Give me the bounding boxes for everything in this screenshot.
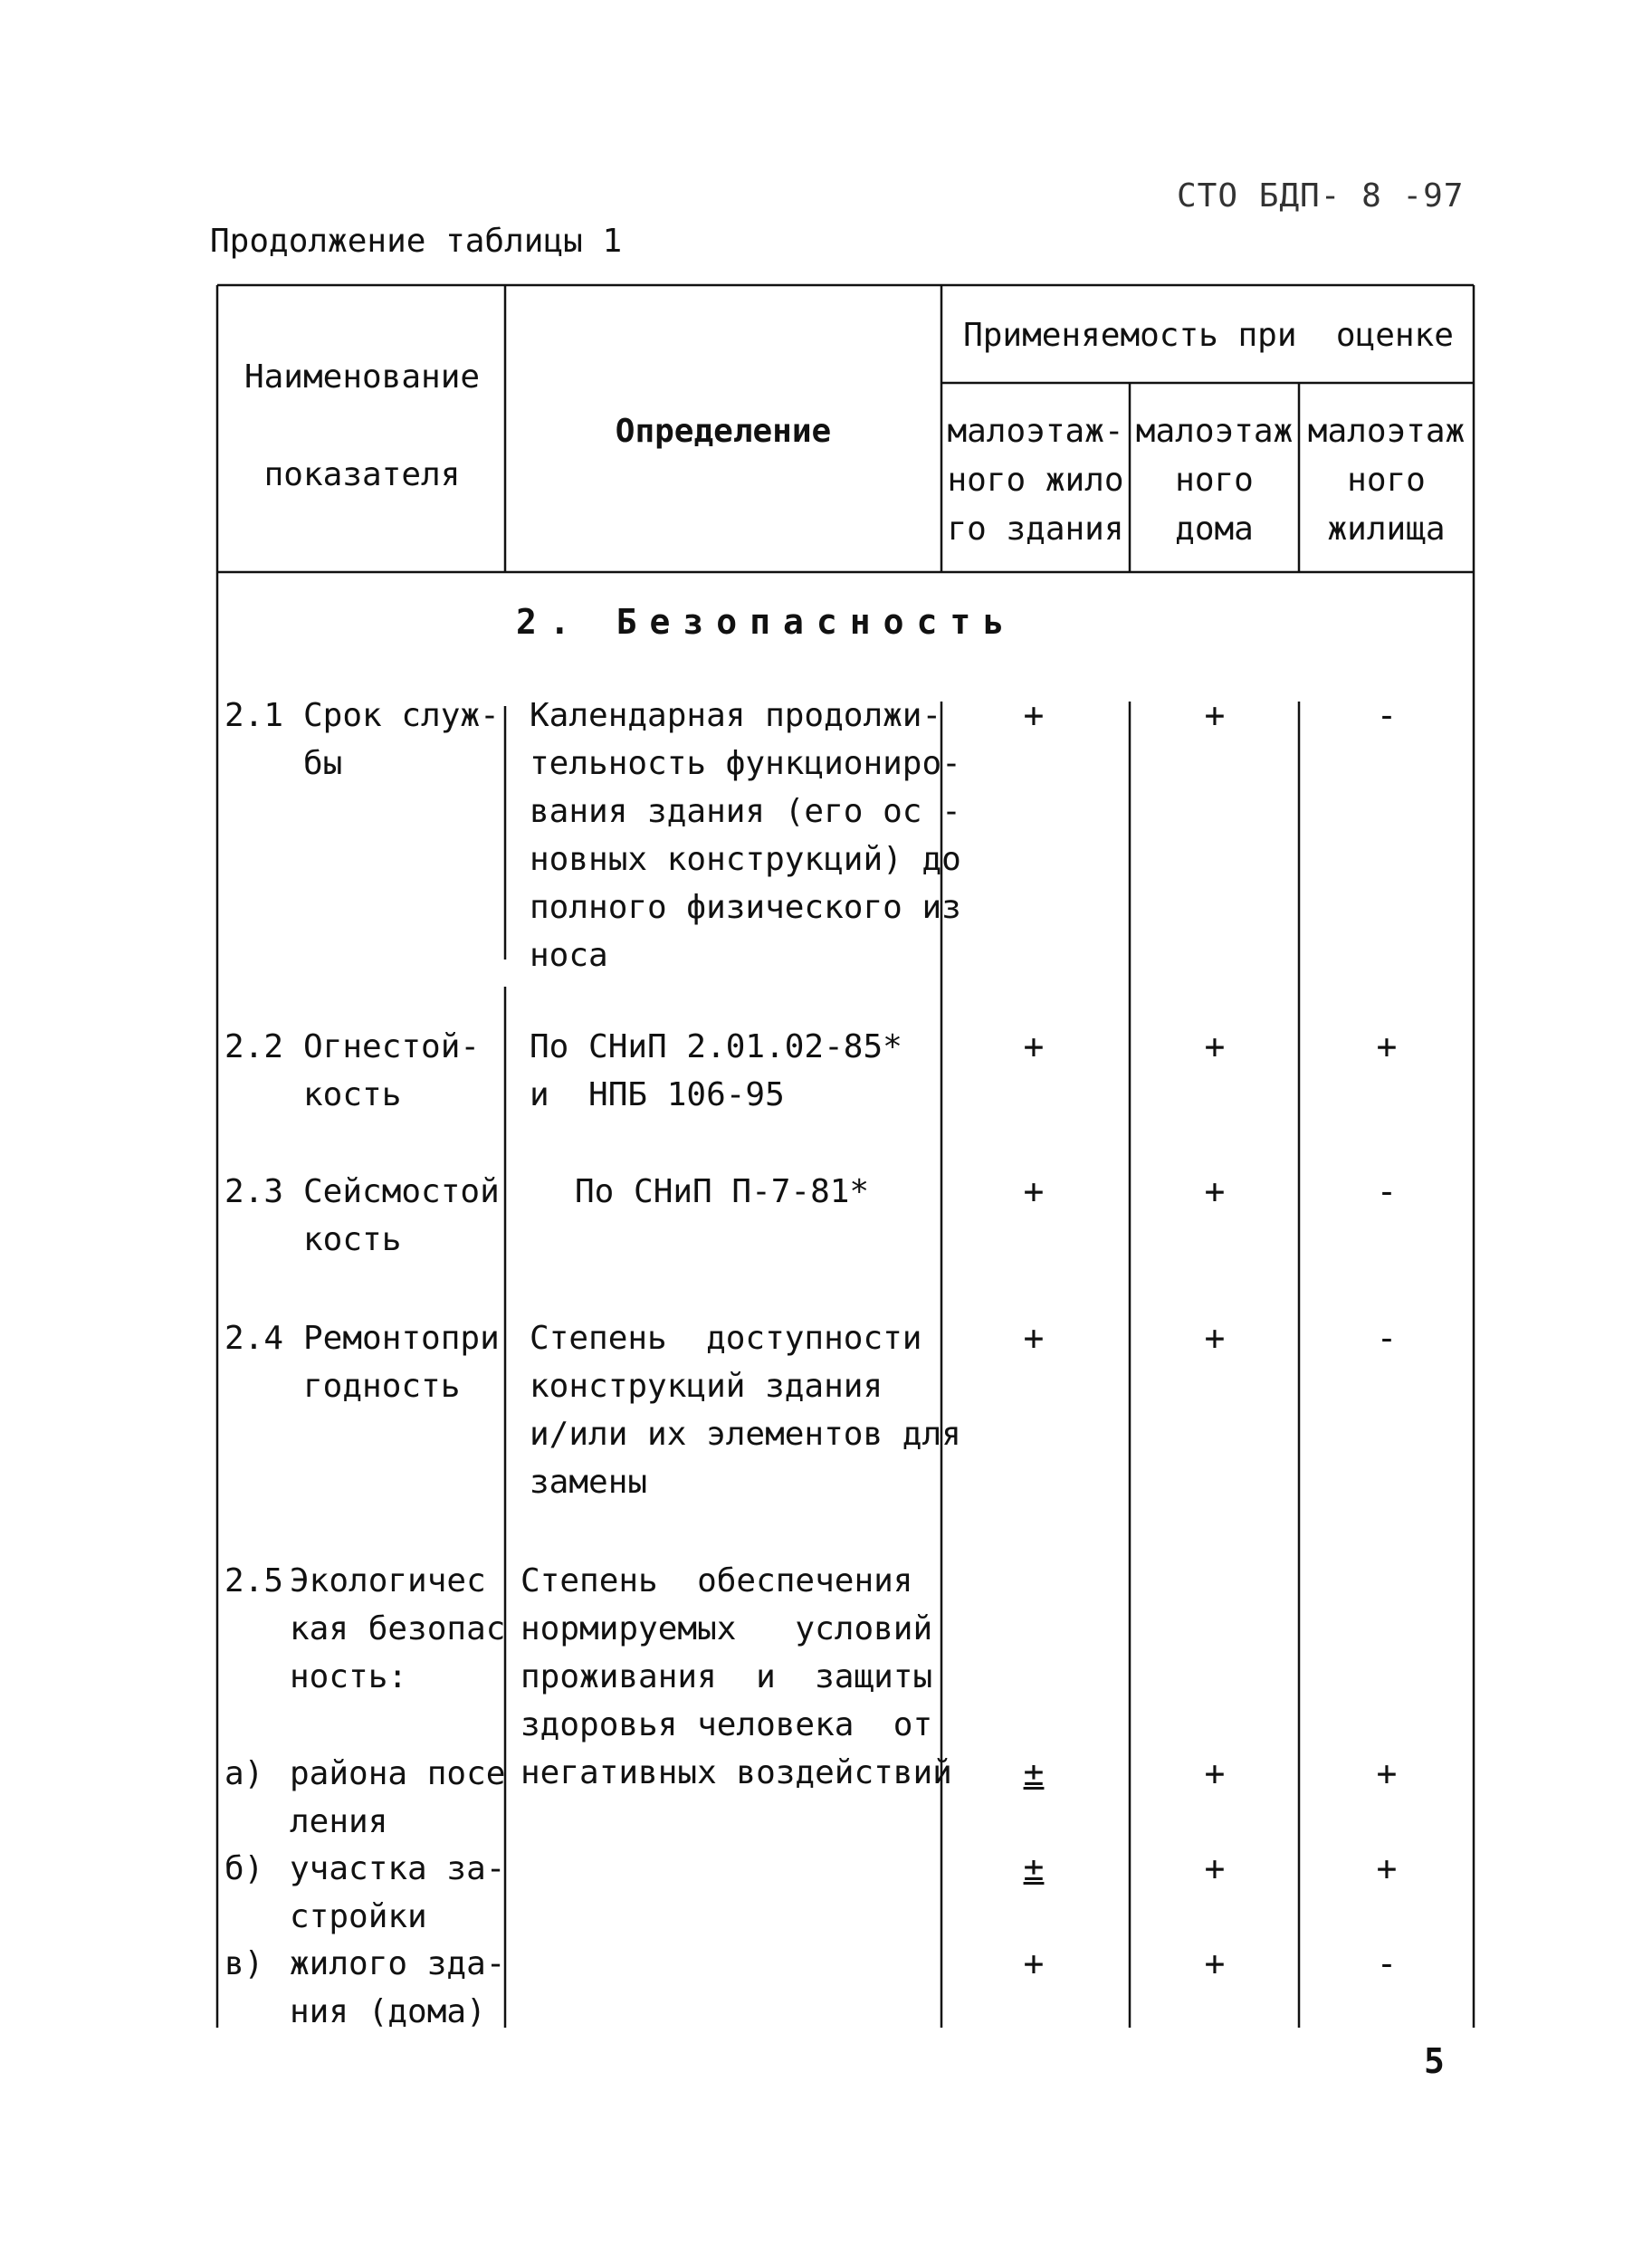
- row-name: Сейсмостой кость: [303, 1173, 500, 1258]
- row-name: Экологичес кая безопас ность:: [290, 1562, 506, 1695]
- row-definition: Календарная продолжи- тельность функциониро- вания здания (его ос - новных конструкций) до полного физического из носа: [530, 697, 961, 974]
- mark-house: +: [1204, 1318, 1226, 1358]
- mark-house: +: [1204, 1171, 1226, 1211]
- mark-dwelling: -: [1376, 695, 1398, 735]
- row-name: района посе ления: [290, 1755, 506, 1840]
- row-definition: Степень обеспечения нормируемых условий проживания и защиты здоровья человека от негативных воздействий: [520, 1562, 952, 1791]
- mark-house: +: [1204, 1026, 1226, 1066]
- row-definition: Степень доступности конструкций здания и/или их элементов для замены: [530, 1320, 961, 1501]
- row-name: участка за- стройки: [290, 1850, 506, 1935]
- mark-house: +: [1204, 1753, 1226, 1793]
- mark-house: +: [1204, 1848, 1226, 1888]
- row-number: б): [224, 1850, 264, 1887]
- mark-dwelling: +: [1376, 1026, 1398, 1066]
- mark-house: +: [1204, 695, 1226, 735]
- table-caption: Продолжение таблицы 1: [210, 223, 623, 260]
- header-subcol-dwelling: малоэтаж ного жилища: [1307, 413, 1466, 548]
- mark-dwelling: +: [1376, 1848, 1398, 1888]
- page-number: 5: [1424, 2041, 1445, 2081]
- row-definition: По СНиП П-7-81*: [575, 1173, 870, 1210]
- mark-building: ±: [1023, 1848, 1045, 1888]
- header-subcol-house: малоэтаж ного дома: [1135, 413, 1294, 548]
- row-name: жилого зда- ния (дома): [290, 1945, 506, 2030]
- row-definition: По СНиП 2.01.02-85* и НПБ 106-95: [530, 1028, 902, 1113]
- row-number: 2.5: [224, 1562, 284, 1599]
- mark-dwelling: -: [1376, 1171, 1398, 1211]
- mark-dwelling: -: [1376, 1943, 1398, 1983]
- mark-house: +: [1204, 1943, 1226, 1983]
- row-number: 2.3: [224, 1173, 284, 1210]
- row-number: 2.1: [224, 697, 284, 734]
- mark-building: +: [1023, 1171, 1045, 1211]
- mark-building: +: [1023, 695, 1045, 735]
- document-id: СТО БДП- 8 -97: [1177, 177, 1465, 215]
- row-name: Ремонтопри годность: [303, 1320, 500, 1405]
- mark-building: +: [1023, 1318, 1045, 1358]
- row-number: а): [224, 1755, 264, 1792]
- mark-building: +: [1023, 1026, 1045, 1066]
- header-definition-column: Определение: [615, 413, 832, 450]
- row-name: Огнестой- кость: [303, 1028, 481, 1113]
- header-subcol-building: малоэтаж- ного жило го здания: [947, 413, 1124, 548]
- row-name: Срок служ- бы: [303, 697, 500, 782]
- mark-dwelling: +: [1376, 1753, 1398, 1793]
- row-number: 2.2: [224, 1028, 284, 1065]
- mark-dwelling: -: [1376, 1318, 1398, 1358]
- row-number: 2.4: [224, 1320, 284, 1357]
- section-title: 2. Безопасность: [516, 602, 1017, 642]
- row-number: в): [224, 1945, 264, 1982]
- mark-building: +: [1023, 1943, 1045, 1983]
- mark-building: ±: [1023, 1753, 1045, 1793]
- header-name-column: Наименование показателя: [244, 358, 481, 493]
- header-applicability: Применяемость при оценке: [963, 317, 1454, 354]
